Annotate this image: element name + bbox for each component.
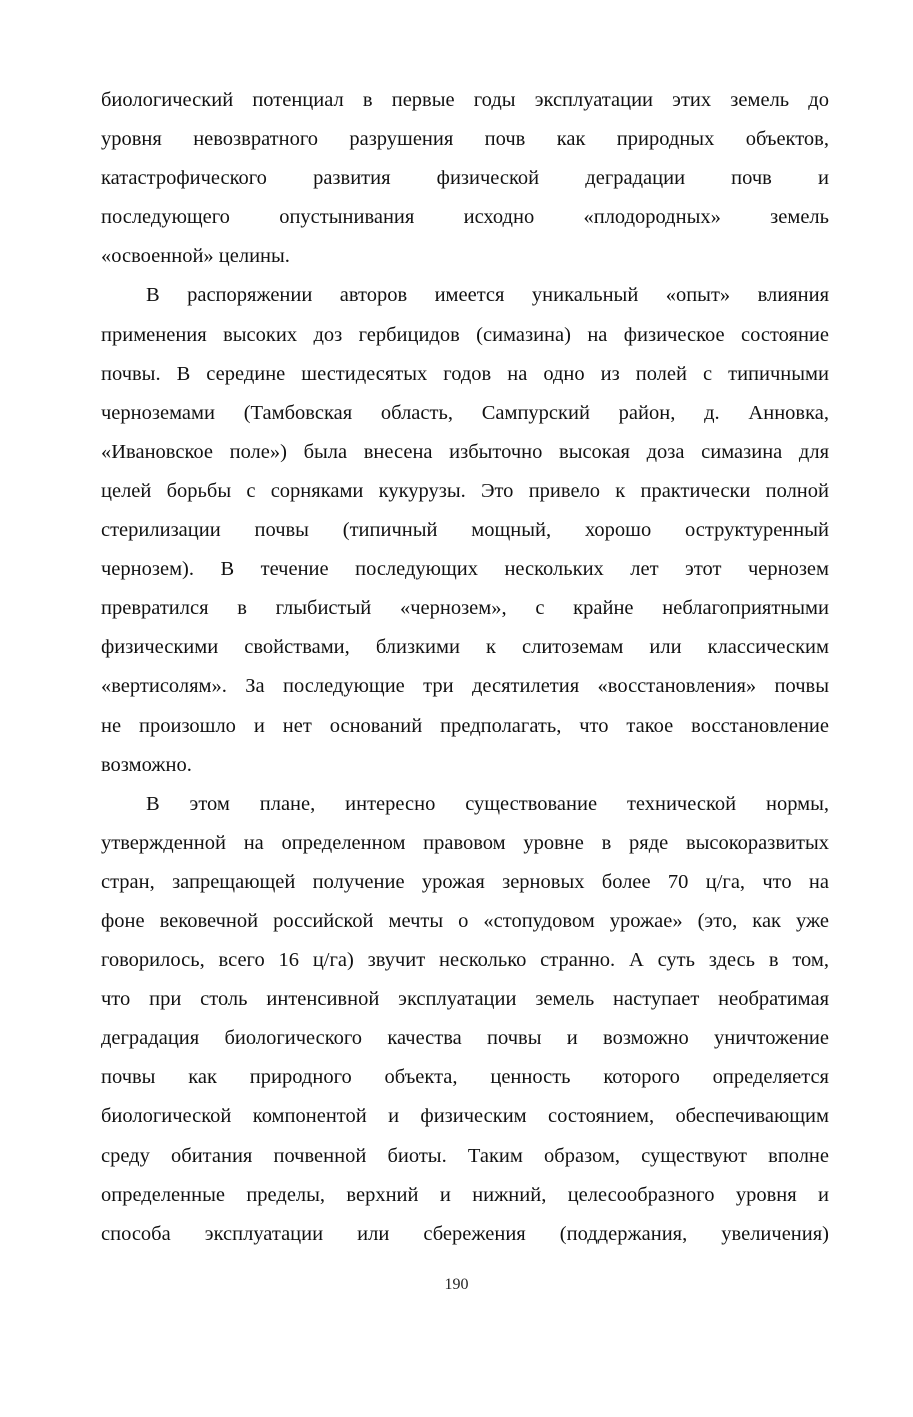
text-line: среду обитания почвенной биоты. Таким образом, существуют вполне	[101, 1144, 829, 1167]
text-line: возможно.	[101, 753, 192, 776]
text-line: последующего опустынивания исходно «плодородных» земель	[101, 206, 829, 229]
text-line: «освоенной» целины.	[101, 245, 290, 268]
text-line: биологический потенциал в первые годы эксплуатации этих земель до	[101, 89, 829, 111]
text-line: определенные пределы, верхний и нижний, целесообразного уровня и	[101, 1183, 829, 1206]
text-line: уровня невозвратного разрушения почв как природных объектов,	[101, 128, 829, 151]
text-line: говорилось, всего 16 ц/га) звучит несколько странно. А суть здесь в том,	[101, 949, 829, 972]
text-line: способа эксплуатации или сбережения (поддержания, увеличения)	[101, 1222, 829, 1245]
text-line: фоне вековечной российской мечты о «стопудовом урожае» (это, как уже	[101, 909, 829, 932]
body-text	[101, 81, 829, 1254]
text-line: биологической компонентой и физическим состоянием, обеспечивающим	[101, 1105, 829, 1128]
text-line: почвы. В середине шестидесятых годов на одно из полей с типичными	[101, 362, 829, 385]
text-line: не произошло и нет оснований предполагать, что такое восстановление	[101, 714, 829, 737]
text-line: утвержденной на определенном правовом уровне в ряде высокоразвитых	[101, 831, 829, 854]
paragraph-3	[101, 785, 829, 1254]
text-line: катастрофического развития физической деградации почв и	[101, 167, 829, 190]
text-line: превратился в глыбистый «чернозем», с крайне неблагоприятными	[101, 597, 829, 620]
text-line: почвы как природного объекта, ценность которого определяется	[101, 1066, 829, 1089]
text-line: В этом плане, интересно существование технической нормы,	[146, 792, 829, 815]
text-line: чернозем). В течение последующих нескольких лет этот чернозем	[101, 558, 829, 581]
text-line: что при столь интенсивной эксплуатации земель наступает необратимая	[101, 988, 829, 1011]
text-line: «вертисолям». За последующие три десятилетия «восстановления» почвы	[101, 675, 829, 698]
text-line: деградация биологического качества почвы и возможно уничтожение	[101, 1027, 829, 1050]
text-line: физическими свойствами, близкими к слитоземам или классическим	[101, 636, 829, 659]
text-line: «Ивановское поле») была внесена избыточно высокая доза симазина для	[101, 440, 829, 463]
text-line: применения высоких доз гербицидов (симазина) на физическое состояние	[101, 323, 829, 346]
text-line: В распоряжении авторов имеется уникальный «опыт» влияния	[146, 284, 829, 307]
paragraph-2	[101, 276, 829, 784]
page-number: 190	[444, 1276, 469, 1293]
text-line: стерилизации почвы (типичный мощный, хорошо оструктуренный	[101, 519, 829, 542]
text-line: стран, запрещающей получение урожая зерновых более 70 ц/га, что на	[101, 870, 829, 893]
paragraph-1	[101, 81, 829, 276]
text-line: целей борьбы с сорняками кукурузы. Это привело к практически полной	[101, 479, 829, 502]
text-line: черноземами (Тамбовская область, Сампурский район, д. Анновка,	[101, 401, 829, 424]
